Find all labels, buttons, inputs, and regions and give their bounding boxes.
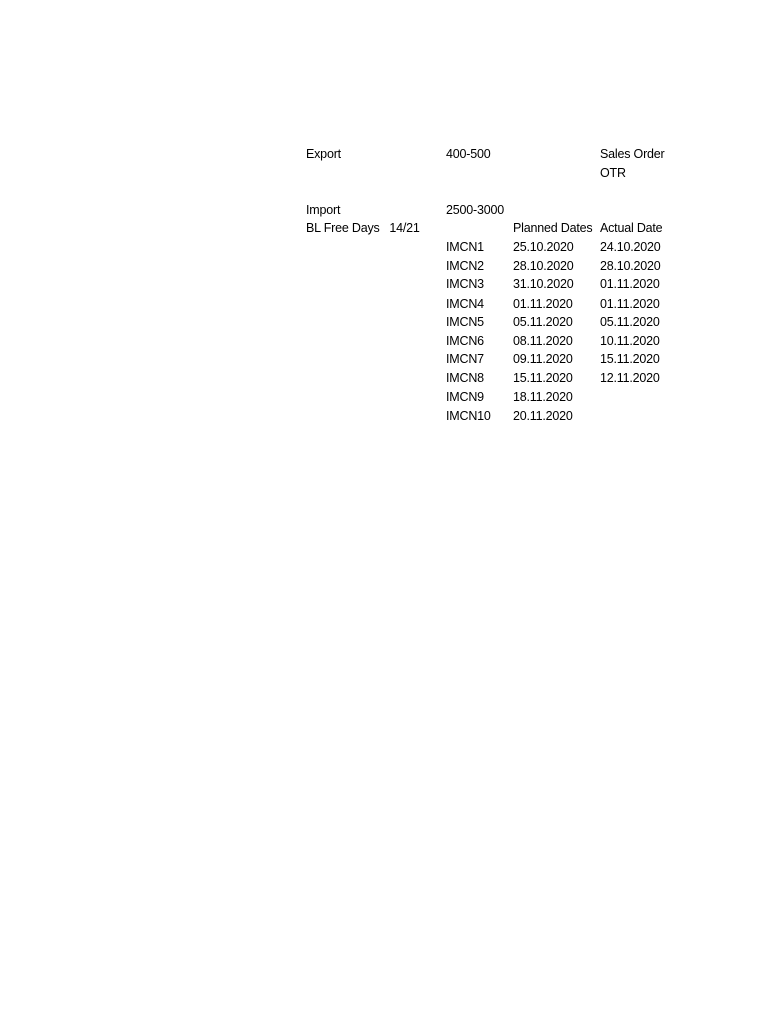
bl-free-days-label: BL Free Days 14/21 (306, 221, 420, 235)
row-actual-date: 12.11.2020 (600, 371, 660, 385)
row-id: IMCN6 (446, 334, 484, 348)
row-id: IMCN5 (446, 315, 484, 329)
row-actual-date: 28.10.2020 (600, 259, 661, 273)
row-planned-date: 20.11.2020 (513, 409, 573, 423)
import-value: 2500-3000 (446, 203, 504, 217)
row-planned-date: 28.10.2020 (513, 259, 574, 273)
row-id: IMCN1 (446, 240, 484, 254)
export-value: 400-500 (446, 147, 491, 161)
row-actual-date: 01.11.2020 (600, 277, 660, 291)
row-id: IMCN7 (446, 352, 484, 366)
row-id: IMCN10 (446, 409, 491, 423)
row-actual-date: 10.11.2020 (600, 334, 660, 348)
row-id: IMCN9 (446, 390, 484, 404)
row-planned-date: 25.10.2020 (513, 240, 574, 254)
row-planned-date: 09.11.2020 (513, 352, 573, 366)
column-header-actual-date: Actual Date (600, 221, 663, 235)
export-label: Export (306, 147, 341, 161)
row-actual-date: 05.11.2020 (600, 315, 660, 329)
row-id: IMCN4 (446, 297, 484, 311)
row-planned-date: 05.11.2020 (513, 315, 573, 329)
row-planned-date: 08.11.2020 (513, 334, 573, 348)
otr-label: OTR (600, 166, 626, 180)
import-label: Import (306, 203, 341, 217)
row-id: IMCN3 (446, 277, 484, 291)
row-planned-date: 31.10.2020 (513, 277, 574, 291)
row-planned-date: 18.11.2020 (513, 390, 573, 404)
row-actual-date: 01.11.2020 (600, 297, 660, 311)
row-planned-date: 15.11.2020 (513, 371, 573, 385)
row-actual-date: 15.11.2020 (600, 352, 660, 366)
row-id: IMCN8 (446, 371, 484, 385)
row-planned-date: 01.11.2020 (513, 297, 573, 311)
row-actual-date: 24.10.2020 (600, 240, 661, 254)
column-header-planned-dates: Planned Dates (513, 221, 593, 235)
sales-order-label: Sales Order (600, 147, 665, 161)
row-id: IMCN2 (446, 259, 484, 273)
